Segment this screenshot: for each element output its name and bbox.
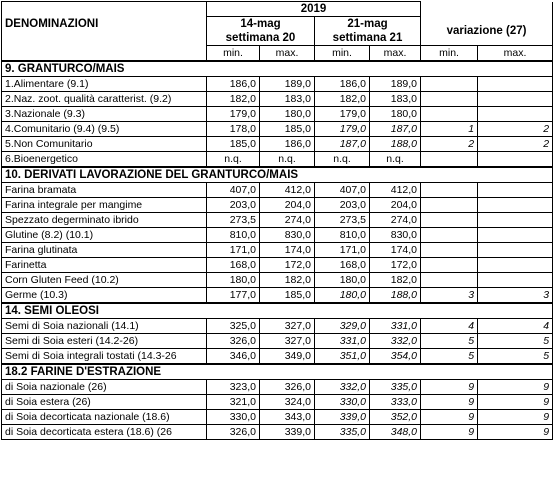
w1-max-value: 189,0 — [260, 77, 315, 92]
w1-min-value: 179,0 — [207, 107, 260, 122]
var-min-value — [421, 273, 478, 288]
w1-max-value: 326,0 — [260, 380, 315, 395]
w2-min-value: 331,0 — [315, 334, 370, 349]
row-label: 3.Nazionale (9.3) — [2, 107, 207, 122]
var-max-value — [478, 183, 553, 198]
w2-min-value: 187,0 — [315, 137, 370, 152]
var-min-value — [421, 77, 478, 92]
denominazioni-header: DENOMINAZIONI — [2, 2, 207, 46]
w2-min-value: 168,0 — [315, 258, 370, 273]
w1-max-value: 183,0 — [260, 92, 315, 107]
w2-max-value: 830,0 — [370, 228, 421, 243]
row-label: Germe (10.3) — [2, 288, 207, 304]
var-max-value: 9 — [478, 410, 553, 425]
w1-max-value: 343,0 — [260, 410, 315, 425]
table-row — [2, 228, 553, 243]
var-min-value: 5 — [421, 349, 478, 365]
var-min-value — [421, 183, 478, 198]
table-row — [2, 137, 553, 152]
row-label: di Soia decorticata estera (18.6) (26 — [2, 425, 207, 440]
var-max-value — [478, 258, 553, 273]
w2-max-value: 352,0 — [370, 410, 421, 425]
var-min-value: 9 — [421, 425, 478, 440]
w2-min-value: 171,0 — [315, 243, 370, 258]
w1-min-value: 185,0 — [207, 137, 260, 152]
row-label: Farinetta — [2, 258, 207, 273]
w1-max-value: 327,0 — [260, 334, 315, 349]
w2-max-value: 174,0 — [370, 243, 421, 258]
w1-min-value: 326,0 — [207, 425, 260, 440]
var-min-value — [421, 213, 478, 228]
section-header-row — [2, 61, 553, 77]
w1-min-value: 182,0 — [207, 92, 260, 107]
w1-max-value: 327,0 — [260, 319, 315, 334]
w2-min-value: 179,0 — [315, 107, 370, 122]
w2-min-value: 339,0 — [315, 410, 370, 425]
w2-max-value: 182,0 — [370, 273, 421, 288]
row-label: Semi di Soia integrali tostati (14.3-26 — [2, 349, 207, 365]
w1-max-value: 182,0 — [260, 273, 315, 288]
var-max-value — [478, 228, 553, 243]
table-row — [2, 410, 553, 425]
w2-min-value: 335,0 — [315, 425, 370, 440]
w1-min-value: 325,0 — [207, 319, 260, 334]
var-max-value: 5 — [478, 349, 553, 365]
w1-max-header: max. — [260, 46, 315, 62]
w2-max-value: 180,0 — [370, 107, 421, 122]
w2-min-header: min. — [315, 46, 370, 62]
table-row — [2, 213, 553, 228]
w1-max-value: 174,0 — [260, 243, 315, 258]
w2-min-value: 203,0 — [315, 198, 370, 213]
w2-min-value: 810,0 — [315, 228, 370, 243]
week2-label: settimana 21 — [315, 31, 421, 46]
table-row — [2, 273, 553, 288]
w2-min-value: 179,0 — [315, 122, 370, 137]
week1-label: settimana 20 — [207, 31, 315, 46]
var-max-value — [478, 198, 553, 213]
var-max-value: 4 — [478, 319, 553, 334]
w1-min-header: min. — [207, 46, 260, 62]
table-row — [2, 122, 553, 137]
var-max-value: 9 — [478, 425, 553, 440]
var-min-header: min. — [421, 46, 478, 62]
w1-min-value: 321,0 — [207, 395, 260, 410]
var-max-value — [478, 152, 553, 168]
var-min-value: 4 — [421, 319, 478, 334]
w2-max-value: 189,0 — [370, 77, 421, 92]
var-max-value: 5 — [478, 334, 553, 349]
row-label: Farina bramata — [2, 183, 207, 198]
section-title: 14. SEMI OLEOSI — [2, 303, 553, 319]
var-min-value: 9 — [421, 395, 478, 410]
w1-max-value: 274,0 — [260, 213, 315, 228]
w1-max-value: 204,0 — [260, 198, 315, 213]
minmax-spacer — [2, 46, 207, 62]
w1-max-value: 830,0 — [260, 228, 315, 243]
w2-min-value: 180,0 — [315, 273, 370, 288]
table-row — [2, 183, 553, 198]
w1-max-value: 172,0 — [260, 258, 315, 273]
row-label: 2.Naz. zoot. qualità caratterist. (9.2) — [2, 92, 207, 107]
row-label: Semi di Soia esteri (14.2-26) — [2, 334, 207, 349]
w2-min-value: 330,0 — [315, 395, 370, 410]
table-body — [2, 61, 553, 440]
w1-min-value: 346,0 — [207, 349, 260, 365]
w2-min-value: 182,0 — [315, 92, 370, 107]
section-title: 9. GRANTURCO/MAIS — [2, 61, 553, 77]
row-label: Semi di Soia nazionali (14.1) — [2, 319, 207, 334]
var-max-value — [478, 77, 553, 92]
var-min-value — [421, 198, 478, 213]
var-max-value: 2 — [478, 137, 553, 152]
var-min-value — [421, 243, 478, 258]
table-row — [2, 107, 553, 122]
row-label: Glutine (8.2) (10.1) — [2, 228, 207, 243]
var-min-value: 5 — [421, 334, 478, 349]
var-max-value — [478, 243, 553, 258]
section-title: 18.2 FARINE D'ESTRAZIONE — [2, 364, 553, 380]
w1-min-value: 178,0 — [207, 122, 260, 137]
var-min-value: 9 — [421, 410, 478, 425]
table-row — [2, 243, 553, 258]
var-min-value — [421, 92, 478, 107]
w2-max-value: 188,0 — [370, 288, 421, 304]
var-max-value: 3 — [478, 288, 553, 304]
w2-min-value: 329,0 — [315, 319, 370, 334]
var-min-value: 9 — [421, 380, 478, 395]
variazione-spacer — [421, 2, 553, 17]
w2-min-value: 273,5 — [315, 213, 370, 228]
var-max-value — [478, 213, 553, 228]
w2-max-header: max. — [370, 46, 421, 62]
year-header: 2019 — [207, 2, 421, 17]
row-label: Corn Gluten Feed (10.2) — [2, 273, 207, 288]
w1-min-value: 810,0 — [207, 228, 260, 243]
table-row — [2, 319, 553, 334]
var-min-value — [421, 258, 478, 273]
var-max-header: max. — [478, 46, 553, 62]
table-row — [2, 92, 553, 107]
w2-max-value: 412,0 — [370, 183, 421, 198]
var-max-value: 2 — [478, 122, 553, 137]
w2-max-value: 332,0 — [370, 334, 421, 349]
row-label: 6.Bioenergetico — [2, 152, 207, 168]
row-label: Farina integrale per mangime — [2, 198, 207, 213]
w1-max-value: 180,0 — [260, 107, 315, 122]
w1-max-value: 324,0 — [260, 395, 315, 410]
w1-min-value: 177,0 — [207, 288, 260, 304]
var-max-value — [478, 273, 553, 288]
var-max-value — [478, 92, 553, 107]
table-row — [2, 258, 553, 273]
w2-min-value: 180,0 — [315, 288, 370, 304]
row-label: 1.Alimentare (9.1) — [2, 77, 207, 92]
w2-min-value: 407,0 — [315, 183, 370, 198]
w2-max-value: 188,0 — [370, 137, 421, 152]
section-title: 10. DERIVATI LAVORAZIONE DEL GRANTURCO/MAIS — [2, 167, 553, 183]
table-row — [2, 152, 553, 168]
var-min-value — [421, 228, 478, 243]
row-label: Spezzato degerminato ibrido — [2, 213, 207, 228]
w2-max-value: 348,0 — [370, 425, 421, 440]
section-header-row — [2, 364, 553, 380]
var-min-value: 2 — [421, 137, 478, 152]
row-label: Farina glutinata — [2, 243, 207, 258]
row-label: di Soia decorticata nazionale (18.6) — [2, 410, 207, 425]
w1-min-value: 323,0 — [207, 380, 260, 395]
section-header-row — [2, 303, 553, 319]
table-row — [2, 425, 553, 440]
w1-max-value: 186,0 — [260, 137, 315, 152]
table-row — [2, 288, 553, 304]
w2-min-value: 186,0 — [315, 77, 370, 92]
w1-max-value: 185,0 — [260, 288, 315, 304]
w2-min-value: 351,0 — [315, 349, 370, 365]
price-table — [1, 1, 553, 440]
w2-max-value: 183,0 — [370, 92, 421, 107]
w2-max-value: 204,0 — [370, 198, 421, 213]
w1-max-value: 412,0 — [260, 183, 315, 198]
table-row — [2, 349, 553, 365]
w2-min-value: n.q. — [315, 152, 370, 168]
var-min-value — [421, 152, 478, 168]
w2-max-value: 172,0 — [370, 258, 421, 273]
var-min-value — [421, 107, 478, 122]
row-label: di Soia nazionale (26) — [2, 380, 207, 395]
w2-min-value: 332,0 — [315, 380, 370, 395]
w1-max-value: 185,0 — [260, 122, 315, 137]
section-header-row — [2, 167, 553, 183]
w2-max-value: 187,0 — [370, 122, 421, 137]
w1-min-value: 326,0 — [207, 334, 260, 349]
w1-max-value: n.q. — [260, 152, 315, 168]
table-row — [2, 198, 553, 213]
w1-max-value: 339,0 — [260, 425, 315, 440]
w2-max-value: 331,0 — [370, 319, 421, 334]
w1-min-value: 171,0 — [207, 243, 260, 258]
w2-max-value: 274,0 — [370, 213, 421, 228]
var-min-value: 1 — [421, 122, 478, 137]
row-label: 4.Comunitario (9.4) (9.5) — [2, 122, 207, 137]
w1-min-value: n.q. — [207, 152, 260, 168]
table-row — [2, 380, 553, 395]
var-min-value: 3 — [421, 288, 478, 304]
week2-date: 21-mag — [315, 17, 421, 32]
w1-min-value: 180,0 — [207, 273, 260, 288]
week1-date: 14-mag — [207, 17, 315, 32]
w1-min-value: 168,0 — [207, 258, 260, 273]
w2-max-value: 333,0 — [370, 395, 421, 410]
header-row-minmax — [2, 46, 553, 62]
w2-max-value: n.q. — [370, 152, 421, 168]
w1-min-value: 273,5 — [207, 213, 260, 228]
var-max-value: 9 — [478, 380, 553, 395]
w1-min-value: 330,0 — [207, 410, 260, 425]
w1-min-value: 203,0 — [207, 198, 260, 213]
row-label: di Soia estera (26) — [2, 395, 207, 410]
variazione-header: variazione (27) — [421, 17, 553, 46]
var-max-value — [478, 107, 553, 122]
var-max-value: 9 — [478, 395, 553, 410]
w1-max-value: 349,0 — [260, 349, 315, 365]
w1-min-value: 407,0 — [207, 183, 260, 198]
table-row — [2, 395, 553, 410]
row-label: 5.Non Comunitario — [2, 137, 207, 152]
w2-max-value: 354,0 — [370, 349, 421, 365]
table-row — [2, 334, 553, 349]
header-row-year — [2, 2, 553, 17]
w1-min-value: 186,0 — [207, 77, 260, 92]
table-row — [2, 77, 553, 92]
w2-max-value: 335,0 — [370, 380, 421, 395]
